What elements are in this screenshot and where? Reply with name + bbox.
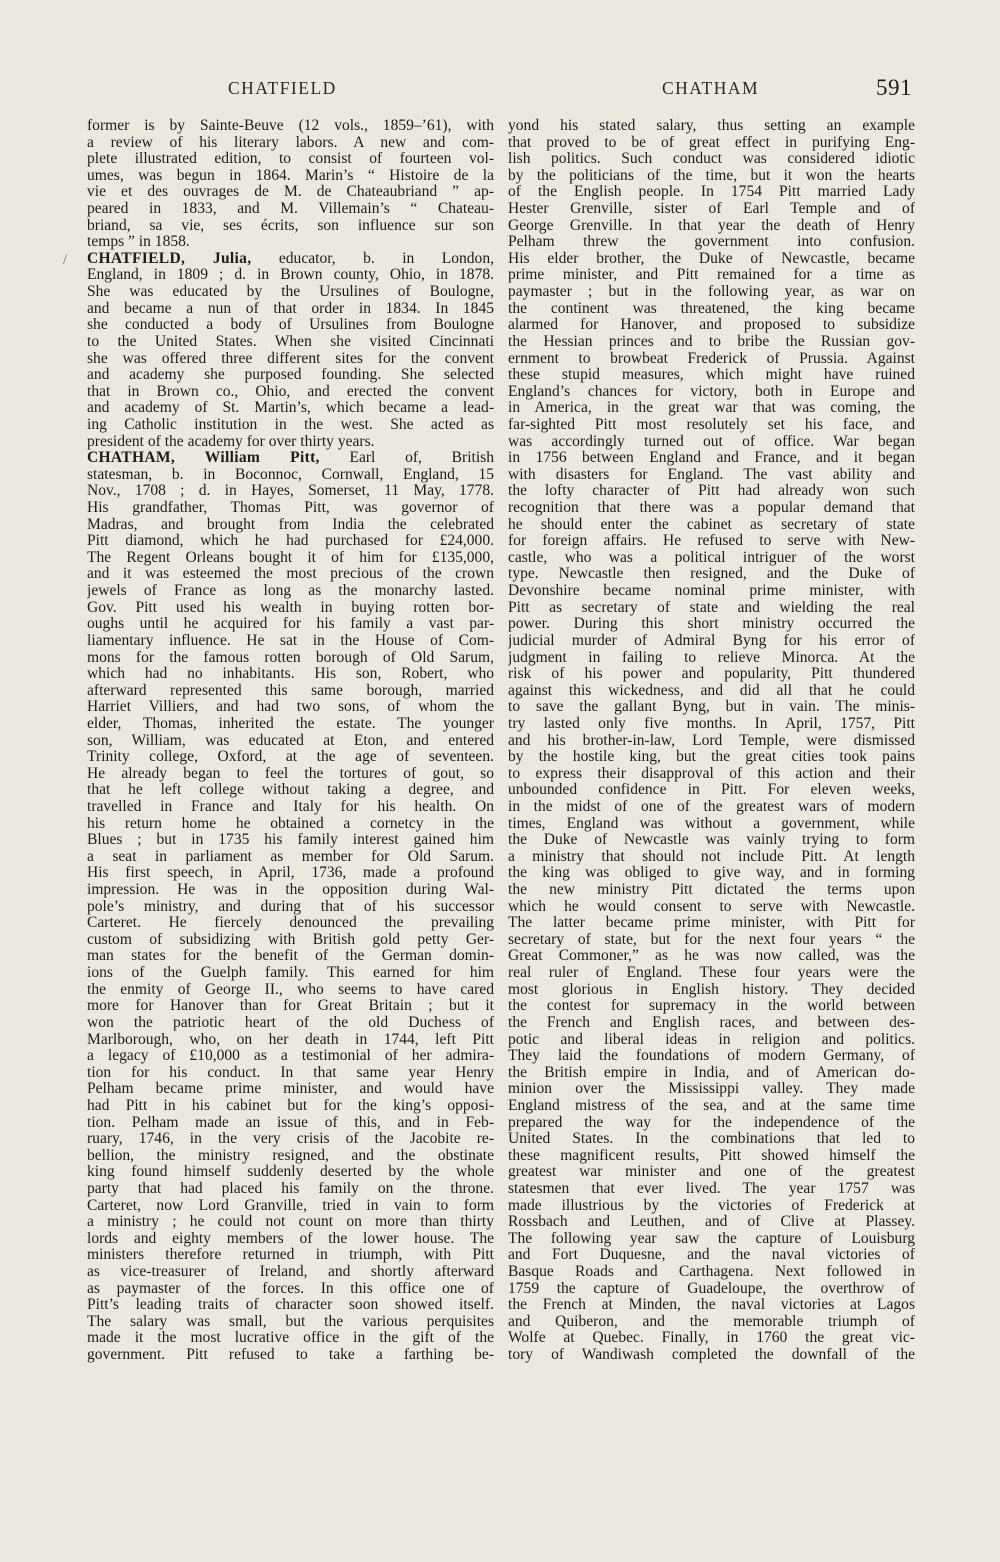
text-line: the enmity of George II., who seems to have cared	[87, 981, 494, 998]
text-line: a seat in parliament as member for Old Sarum.	[87, 848, 494, 865]
page-number: 591	[876, 75, 912, 100]
text-line: and his brother-in-law, Lord Temple, were dismissed	[508, 732, 915, 749]
text-line: son, William, was educated at Eton, and entered	[87, 732, 494, 749]
text-line: vie et des ouvrages de M. de Chateaubriand ” ap-	[87, 184, 494, 201]
text-line: Pitt’s leading traits of character soon showed itself.	[87, 1297, 494, 1314]
text-line: by the politicians of the time, but it won the hearts	[508, 167, 915, 184]
text-line: and became a nun of that order in 1834. In 1845	[87, 300, 494, 317]
text-line: oughs until he acquired for his family a vast par-	[87, 616, 494, 633]
text-line: CHATHAM, William Pitt, Earl of, British	[87, 450, 494, 467]
text-line: castle, who was a political intriguer of the worst	[508, 549, 915, 566]
text-line: of the English people. In 1754 Pitt married Lady	[508, 184, 915, 201]
text-line: elder, Thomas, inherited the estate. The younger	[87, 715, 494, 732]
text-line: times, England was without a government, while	[508, 815, 915, 832]
text-line: Marlborough, who, on her death in 1744, left Pitt	[87, 1031, 494, 1048]
text-line: which he would consent to serve with Newcastle.	[508, 898, 915, 915]
text-line: his return home he obtained a cornetcy in the	[87, 815, 494, 832]
text-line: type. Newcastle then resigned, and the Duke of	[508, 566, 915, 583]
text-line: CHATFIELD, Julia, educator, b. in London,	[87, 250, 494, 267]
text-line: judgment in failing to relieve Minorca. At the	[508, 649, 915, 666]
text-line: in 1756 between England and France, and it began	[508, 450, 915, 467]
text-line: umes, was begun in 1864. Marin’s “ Histoire de la	[87, 167, 494, 184]
text-line: government. Pitt refused to take a farthing be-	[87, 1347, 494, 1364]
text-line: tion for his conduct. In that same year Henry	[87, 1064, 494, 1081]
text-line: that he left college without taking a degree, and	[87, 782, 494, 799]
left-column	[87, 118, 494, 1364]
text-line: the lofty character of Pitt had already won such	[508, 483, 915, 500]
text-line: bellion, the ministry resigned, and the obstinate	[87, 1147, 494, 1164]
text-line: statesman, b. in Boconnoc, Cornwall, England, 15	[87, 466, 494, 483]
text-line: to save the gallant Byng, but in vain. The minis-	[508, 699, 915, 716]
text-line: pole’s ministry, and during that of his successor	[87, 898, 494, 915]
text-line: Carteret. He fiercely denounced the prevailing	[87, 915, 494, 932]
text-line: They laid the foundations of modern Germany, of	[508, 1048, 915, 1065]
text-line: the French at Minden, the naval victories at Lagos	[508, 1297, 915, 1314]
text-line: unbounded confidence in Pitt. For eleven weeks,	[508, 782, 915, 799]
text-line: as vice-treasurer of Ireland, and shortly afterward	[87, 1264, 494, 1281]
text-line: The Regent Orleans bought it of him for £135,000,	[87, 549, 494, 566]
text-line: temps ” in 1858.	[87, 234, 190, 251]
text-line: statesmen that ever lived. The year 1757 was	[508, 1181, 915, 1197]
text-line: more for Hanover than for Great Britain ; but it	[87, 998, 494, 1015]
text-line: potic and liberal ideas in religion and politics.	[508, 1031, 915, 1048]
text-line: the contest for supremacy in the world between	[508, 998, 915, 1015]
text-line: and academy she purposed founding. She selected	[87, 367, 494, 384]
text-line: peared in 1833, and M. Villemain’s “ Chateau-	[87, 201, 494, 218]
text-line: and academy of St. Martin’s, which became a lead-	[87, 400, 494, 417]
text-line: 1759 the capture of Guadeloupe, the overthrow of	[508, 1280, 915, 1297]
text-line: custom of subsidizing with British gold petty Ger-	[87, 931, 494, 948]
text-line: a ministry ; he could not count on more than thirty	[87, 1214, 494, 1231]
text-line: secretary of state, but for the next four years “ the	[508, 931, 915, 948]
text-line: ernment to browbeat Frederick of Prussia. Against	[508, 350, 915, 367]
text-line: prepared the way for the independence of the	[508, 1114, 915, 1131]
text-line: and it was esteemed the most precious of the crown	[87, 566, 494, 583]
text-line: briand, sa vie, ses écrits, son influence sur son	[87, 217, 494, 234]
text-line: party that had placed his family on the throne.	[87, 1181, 494, 1197]
text-line: against this wickedness, and did all that he could	[508, 682, 915, 699]
text-line: the new ministry Pitt dictated the terms upon	[508, 882, 915, 899]
right-column	[508, 118, 915, 1364]
text-line: She was educated by the Ursulines of Boulogne,	[87, 284, 494, 301]
text-line: most glorious in English history. They decided	[508, 981, 915, 998]
entry-headword: CHATHAM, William Pitt,	[87, 450, 320, 467]
text-line: in the midst of one of the greatest wars of modern	[508, 798, 915, 815]
text-line: Pitt diamond, which he had purchased for £24,000.	[87, 533, 494, 550]
text-line: tion. Pelham made an issue of this, and in Feb-	[87, 1114, 494, 1131]
text-line: Gov. Pitt used his wealth in buying rotten bor-	[87, 599, 494, 616]
text-line: minion over the Mississippi valley. They made	[508, 1081, 915, 1098]
text-line: these stupid measures, which might have ruined	[508, 367, 915, 384]
text-line: He already began to feel the tortures of gout, so	[87, 765, 494, 782]
text-line: His grandfather, Thomas Pitt, was governor of	[87, 500, 494, 517]
text-line: paymaster ; but in the following year, as war on	[508, 284, 915, 301]
text-line: by the hostile king, but the great cities took pains	[508, 749, 915, 766]
text-line: judicial murder of Admiral Byng for his error of	[508, 632, 915, 649]
text-line: impression. He was in the opposition during Wal-	[87, 882, 494, 899]
text-line: Blues ; but in 1735 his family interest gained him	[87, 832, 494, 849]
text-line: Harriet Villiers, and had two sons, of whom the	[87, 699, 494, 716]
text-line: ions of the Guelph family. This earned for him	[87, 965, 494, 982]
text-line: yond his stated salary, thus setting an example	[508, 118, 915, 134]
text-line: won the patriotic heart of the old Duchess of	[87, 1014, 494, 1031]
text-line: risk of his power and popularity, Pitt thundered	[508, 666, 915, 683]
text-line: The latter became prime minister, with Pitt for	[508, 915, 915, 932]
text-line: Trinity college, Oxford, at the age of seventeen.	[87, 749, 494, 766]
text-line: with disasters for England. The vast ability and	[508, 466, 915, 483]
text-line: the Hessian princes and to bribe the Russian gov-	[508, 333, 915, 350]
text-line: The salary was small, but the various perquisites	[87, 1313, 494, 1330]
text-line: made it the most lucrative office in the gift of the	[87, 1330, 494, 1347]
text-line: Wolfe at Quebec. Finally, in 1760 the great vic-	[508, 1330, 915, 1347]
text-line: the British empire in India, and of American do-	[508, 1064, 915, 1081]
text-line: which had no inhabitants. His son, Robert, who	[87, 666, 494, 683]
text-line: alarmed for Hanover, and proposed to subsidize	[508, 317, 915, 334]
text-line: the French and English races, and between des-	[508, 1014, 915, 1031]
text-line: for foreign affairs. He refused to serve with New-	[508, 533, 915, 550]
text-line: travelled in France and Italy for his health. On	[87, 798, 494, 815]
text-line: president of the academy for over thirty years.	[87, 433, 375, 450]
text-line: to the United States. When she visited Cincinnati	[87, 333, 494, 350]
text-line: ruary, 1746, in the very crisis of the Jacobite re-	[87, 1131, 494, 1148]
text-line: had Pitt in his cabinet but for the king’s opposi-	[87, 1097, 494, 1114]
text-line: plete illustrated edition, to consist of fourteen vol-	[87, 151, 494, 168]
text-line: lords and eighty members of the lower house. The	[87, 1230, 494, 1247]
text-line: far-sighted Pitt most resolutely set his face, and	[508, 416, 915, 433]
text-line: she conducted a body of Ursulines from Boulogne	[87, 317, 494, 334]
text-line: United States. In the combinations that led to	[508, 1131, 915, 1148]
text-line: she was offered three different sites for the convent	[87, 350, 494, 367]
text-line: power. During this short ministry occurred the	[508, 616, 915, 633]
text-line: Pelham became prime minister, and would have	[87, 1081, 494, 1098]
margin-pencil-mark: /	[63, 252, 68, 268]
text-line: ministers therefore returned in triumph, with Pitt	[87, 1247, 494, 1264]
text-line: that proved to be of great effect in purifying Eng-	[508, 134, 915, 151]
text-line: try lasted only five months. In April, 1757, Pitt	[508, 715, 915, 732]
text-line: Hester Grenville, sister of Earl Temple and of	[508, 201, 915, 218]
text-line: England mistress of the sea, and at the same time	[508, 1097, 915, 1114]
text-line: the continent was threatened, the king became	[508, 300, 915, 317]
text-line: Devonshire became nominal prime minister, with	[508, 583, 915, 600]
text-line: lish politics. Such conduct was considered idiotic	[508, 151, 915, 168]
text-line: a ministry that should not include Pitt. At length	[508, 848, 915, 865]
text-line: Madras, and brought from India the celebrated	[87, 516, 494, 533]
text-line: made illustrious by the victories of Frederick at	[508, 1197, 915, 1214]
text-line: Rossbach and Leuthen, and of Clive at Plassey.	[508, 1214, 915, 1231]
text-line: Great Commoner,” as he was now called, was the	[508, 948, 915, 965]
text-line: Nov., 1708 ; d. in Hayes, Somerset, 11 May, 1778.	[87, 483, 494, 500]
text-line: England, in 1809 ; d. in Brown county, Ohio, in 1878.	[87, 267, 494, 284]
text-line: these magnificent results, Pitt showed himself the	[508, 1147, 915, 1164]
text-line: greatest war minister and one of the greatest	[508, 1164, 915, 1181]
text-line: The following year saw the capture of Louisburg	[508, 1230, 915, 1247]
running-head-left: CHATFIELD	[228, 78, 337, 98]
text-line: Pitt as secretary of state and wielding the real	[508, 599, 915, 616]
text-line: George Grenville. In that year the death of Henry	[508, 217, 915, 234]
text-line: liamentary influence. He sat in the House of Com-	[87, 632, 494, 649]
text-line: and Quiberon, and the memorable triumph of	[508, 1313, 915, 1330]
text-line: man states for the benefit of the German domin-	[87, 948, 494, 965]
text-line: in America, in the great war that was coming, the	[508, 400, 915, 417]
text-line: a legacy of £10,000 as a testimonial of her admira-	[87, 1048, 494, 1065]
text-line: prime minister, and Pitt remained for a time as	[508, 267, 915, 284]
text-line: former is by Sainte-Beuve (12 vols., 1859–’61), with	[87, 118, 494, 134]
text-line: the king was obliged to give way, and in forming	[508, 865, 915, 882]
text-line: afterward represented this same borough, married	[87, 682, 494, 699]
text-line: was accordingly turned out of office. War began	[508, 433, 915, 450]
text-line: Pelham threw the government into confusion.	[508, 234, 915, 251]
text-line: as paymaster of the forces. In this office one of	[87, 1280, 494, 1297]
entry-headword: CHATFIELD, Julia,	[87, 250, 252, 267]
text-line: England’s chances for victory, both in Europe and	[508, 383, 915, 400]
text-line: Basque Roads and Carthagena. Next followed in	[508, 1264, 915, 1281]
text-line: Carteret, now Lord Granville, tried in vain to form	[87, 1197, 494, 1214]
text-line: that in Brown co., Ohio, and erected the convent	[87, 383, 494, 400]
text-line: ing Catholic institution in the west. She acted as	[87, 416, 494, 433]
text-line: His first speech, in April, 1736, made a profound	[87, 865, 494, 882]
running-head-right: CHATHAM	[662, 78, 760, 98]
text-line: king found himself suddenly deserted by the whole	[87, 1164, 494, 1181]
text-line: mons for the famous rotten borough of Old Sarum,	[87, 649, 494, 666]
text-line: to express their disapproval of this action and their	[508, 765, 915, 782]
text-line: recognition that there was a popular demand that	[508, 500, 915, 517]
text-line: the Duke of Newcastle was vainly trying to form	[508, 832, 915, 849]
text-line: and Fort Duquesne, and the naval victories of	[508, 1247, 915, 1264]
text-line: he should enter the cabinet as secretary of state	[508, 516, 915, 533]
text-line: a review of his literary labors. A new and com-	[87, 134, 494, 151]
text-line: His elder brother, the Duke of Newcastle, became	[508, 250, 915, 267]
text-line: tory of Wandiwash completed the downfall of the	[508, 1347, 915, 1364]
text-line: jewels of France as long as the monarchy lasted.	[87, 583, 494, 600]
text-line: real ruler of England. These four years were the	[508, 965, 915, 982]
